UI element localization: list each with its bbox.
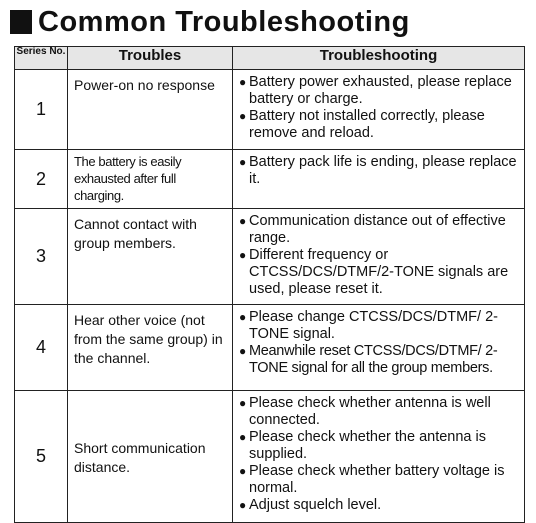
bullet-icon: ● [239,155,247,169]
bullet-icon: ● [239,310,247,324]
bullet-icon: ● [239,396,247,410]
list-item: ● Please check whether antenna is well connected. [239,395,491,428]
trouble-text: Cannot contact with group members. [68,209,233,305]
header-troubles: Troubles [68,47,233,70]
bullet-icon: ● [239,344,247,358]
header-series-no: Series No. [15,47,68,70]
table-row [15,391,525,523]
troubleshooting-cell [233,305,525,391]
bullet-icon: ● [239,498,247,512]
table-row [15,150,525,209]
list-item: ● Battery not installed correctly, please remove and reload. [239,108,485,141]
bullet-icon: ● [239,430,247,444]
list-item: ● Please change CTCSS/DCS/DTMF/ 2-TONE signal. [239,309,498,342]
list-item: ● Battery power exhausted, please replace battery or charge. [239,74,512,107]
row-number: 3 [15,209,68,305]
list-item: ● Adjust squelch level. [239,497,382,513]
table-row [15,305,525,391]
row-number: 2 [15,150,68,209]
table-row [15,209,525,305]
trouble-text: Power-on no response [68,70,233,150]
trouble-text: Short communication distance. [68,391,233,523]
troubleshooting-table [14,46,525,523]
list-item: ● Battery pack life is ending, please replace it. [239,154,517,187]
table-row [15,70,525,150]
bullet-icon: ● [239,464,247,478]
list-item: ● Meanwhile reset CTCSS/DCS/DTMF/ 2-TONE signal for all the group members. [239,343,498,376]
trouble-text: Hear other voice (not from the same group) in the channel. [68,305,233,391]
bullet-icon: ● [239,248,247,262]
bullet-icon: ● [239,214,247,228]
heading-square-icon [10,10,32,34]
page-heading [10,4,410,40]
troubleshooting-cell [233,391,525,523]
page-title: Common Troubleshooting [38,5,410,38]
list-item: ● Different frequency or CTCSS/DCS/DTMF/2-TONE signals are used, please reset it. [239,247,509,297]
list-item: ● Please check whether battery voltage is normal. [239,463,505,496]
list-item: ● Please check whether the antenna is supplied. [239,429,486,462]
table-header-row [15,47,525,70]
troubleshooting-cell [233,70,525,150]
bullet-icon: ● [239,109,247,123]
troubleshooting-cell [233,150,525,209]
header-troubleshooting: Troubleshooting [233,47,525,70]
row-number: 1 [15,70,68,150]
bullet-icon: ● [239,75,247,89]
list-item: ● Communication distance out of effective range. [239,213,506,246]
row-number: 5 [15,391,68,523]
row-number: 4 [15,305,68,391]
troubleshooting-cell [233,209,525,305]
trouble-text: The battery is easily exhausted after full charging. [68,150,233,209]
